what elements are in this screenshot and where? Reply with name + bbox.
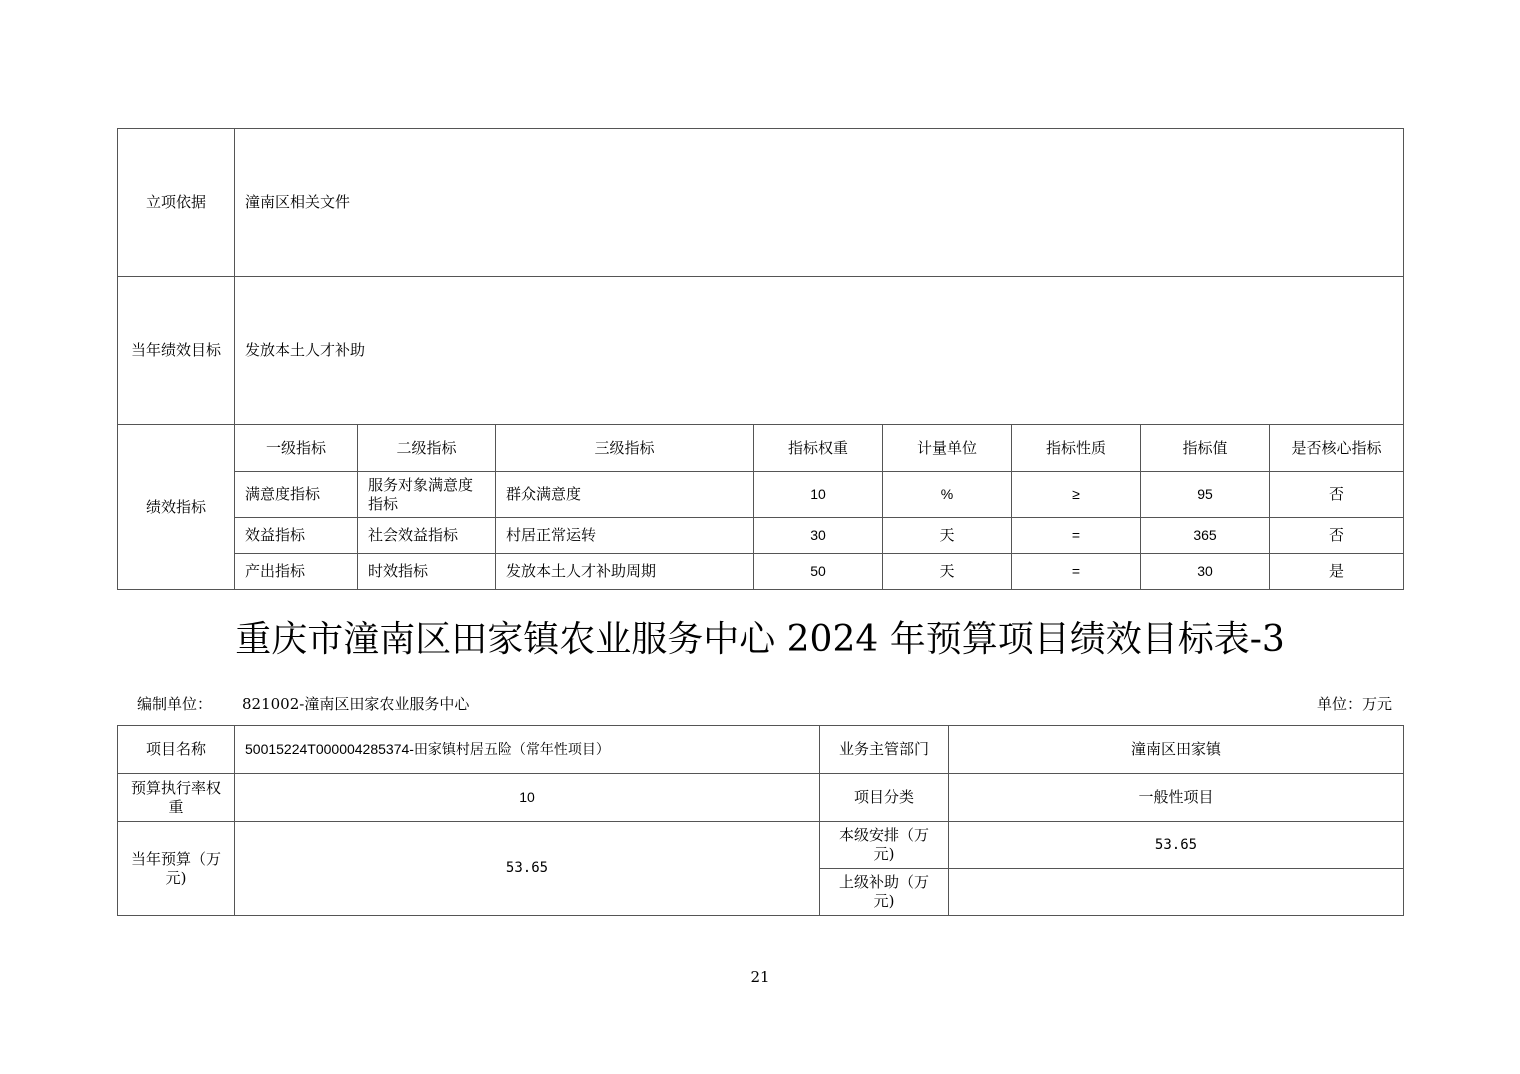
project-info-table <box>117 725 1404 916</box>
row-l3: 发放本土人才补助周期 <box>496 554 754 590</box>
local-label: 本级安排（万元) <box>820 822 949 869</box>
row-nature: = <box>1012 554 1141 590</box>
header-core: 是否核心指标 <box>1270 425 1404 472</box>
table-row <box>118 518 1404 554</box>
budget-label: 当年预算（万元) <box>118 822 235 916</box>
category-value: 一般性项目 <box>949 774 1404 822</box>
row-weight: 50 <box>754 554 883 590</box>
upper-label: 上级补助（万元) <box>820 869 949 916</box>
row-weight: 30 <box>754 518 883 554</box>
project-name-label: 项目名称 <box>118 726 235 774</box>
local-value: 53.65 <box>949 822 1404 869</box>
row-l3: 群众满意度 <box>496 472 754 518</box>
row-unit: 天 <box>883 518 1012 554</box>
table-row <box>118 554 1404 590</box>
row-weight: 10 <box>754 472 883 518</box>
header-l2: 二级指标 <box>358 425 496 472</box>
row-nature: = <box>1012 518 1141 554</box>
row-value: 30 <box>1141 554 1270 590</box>
compiling-unit-label: 编制单位： <box>137 695 213 713</box>
basis-label: 立项依据 <box>118 129 235 277</box>
budget-value: 53.65 <box>235 822 820 916</box>
header-value: 指标值 <box>1141 425 1270 472</box>
goal-label: 当年绩效目标 <box>118 277 235 425</box>
indicator-label: 绩效指标 <box>118 425 235 590</box>
compiling-unit-value: 821002-潼南区田家农业服务中心 <box>242 695 470 713</box>
table-row <box>118 472 1404 518</box>
row-l2: 服务对象满意度指标 <box>358 472 496 518</box>
header-nature: 指标性质 <box>1012 425 1141 472</box>
row-l2: 社会效益指标 <box>358 518 496 554</box>
dept-value: 潼南区田家镇 <box>949 726 1404 774</box>
row-l1: 效益指标 <box>235 518 358 554</box>
goal-value: 发放本土人才补助 <box>235 277 1404 425</box>
upper-value <box>949 869 1404 916</box>
dept-label: 业务主管部门 <box>820 726 949 774</box>
row-value: 365 <box>1141 518 1270 554</box>
header-l3: 三级指标 <box>496 425 754 472</box>
exec-rate-label: 预算执行率权重 <box>118 774 235 822</box>
performance-table <box>117 128 1404 590</box>
row-l2: 时效指标 <box>358 554 496 590</box>
row-value: 95 <box>1141 472 1270 518</box>
row-unit: % <box>883 472 1012 518</box>
row-l1: 满意度指标 <box>235 472 358 518</box>
header-l1: 一级指标 <box>235 425 358 472</box>
project-name-value: 50015224T000004285374-田家镇村居五险（常年性项目） <box>235 726 820 774</box>
header-weight: 指标权重 <box>754 425 883 472</box>
row-l3: 村居正常运转 <box>496 518 754 554</box>
basis-value: 潼南区相关文件 <box>235 129 1404 277</box>
row-l1: 产出指标 <box>235 554 358 590</box>
row-core: 否 <box>1270 472 1404 518</box>
currency-unit: 单位：万元 <box>1316 695 1392 713</box>
page-title: 重庆市潼南区田家镇农业服务中心 2024 年预算项目绩效目标表-3 <box>235 619 1285 660</box>
row-core: 是 <box>1270 554 1404 590</box>
header-unit: 计量单位 <box>883 425 1012 472</box>
page-number: 21 <box>750 968 770 986</box>
row-core: 否 <box>1270 518 1404 554</box>
row-nature: ≥ <box>1012 472 1141 518</box>
row-unit: 天 <box>883 554 1012 590</box>
exec-rate-value: 10 <box>235 774 820 822</box>
category-label: 项目分类 <box>820 774 949 822</box>
